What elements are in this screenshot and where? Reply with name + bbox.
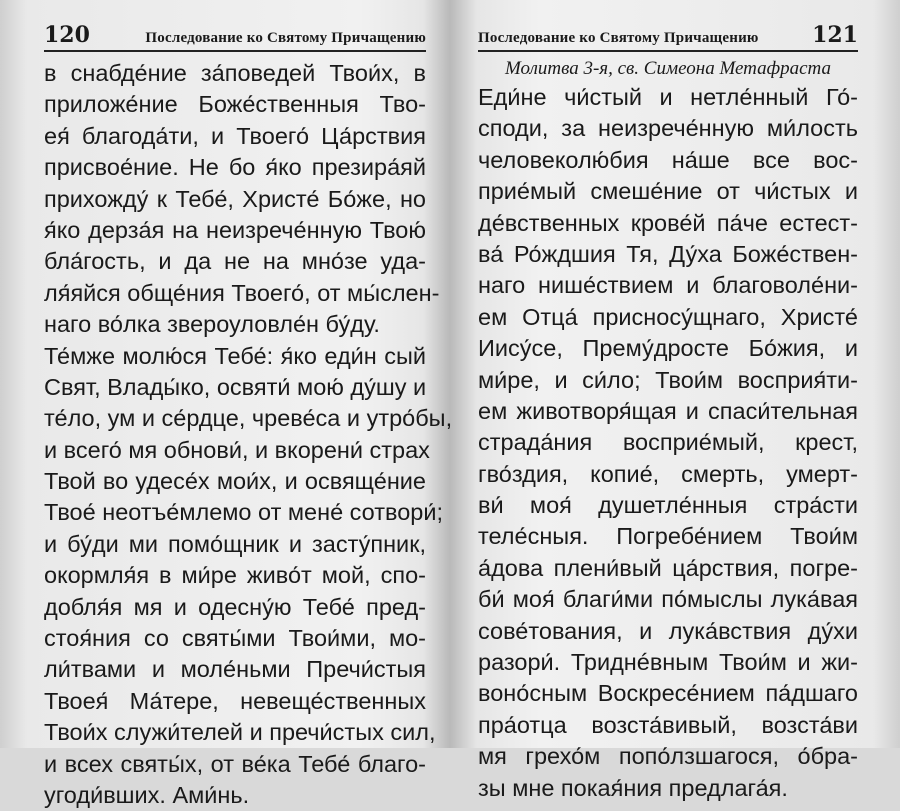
text-line: ем Отца́ присносу́щнаго, Христе́ [478, 303, 858, 330]
text-line: де́вственных крове́й па́че естест- [478, 209, 858, 236]
text-line: а́дова плени́вый ца́рствия, погре- [478, 554, 858, 581]
text-line: сове́тования, и лука́вствия ду́хи [478, 617, 858, 644]
text-line: ея́ благода́ти, и Твоего́ Ца́рствия [44, 122, 426, 149]
text-line: Свят, Влады́ко, освяти́ мою́ ду́шу и [44, 373, 427, 400]
text-line: приложе́ние Боже́ственныя Тво- [44, 91, 426, 118]
text-line: Твои́х служи́телей и пречи́стых сил, [44, 719, 436, 746]
left-page-number: 120 [44, 22, 90, 48]
right-page [450, 0, 900, 801]
text-line: и бу́ди ми помо́щник и засту́пник, [44, 530, 426, 557]
text-line: прихожду́ к Тебе́, Христе́ Бо́же, но [44, 185, 426, 212]
right-page-body [478, 82, 858, 804]
text-line: ли́твами и моле́ньми Пречи́стыя [44, 656, 426, 683]
text-line: теле́сныя. Погребе́нием Твои́м [478, 523, 858, 550]
text-line: Твой во удесе́х мои́х, и освяще́ние [44, 468, 426, 495]
text-line: ми́ре, и си́ло; Твои́м восприя́ти- [478, 366, 858, 393]
text-line: присвое́ние. Не бо я́ко презира́яй [44, 154, 426, 181]
text-line: воно́сным Воскресе́нием па́дшаго [478, 680, 858, 707]
text-line: добля́я мя и одесну́ю Тебе́ пред- [44, 593, 426, 620]
left-page-body [44, 58, 453, 811]
text-line: разори́. Триднéвным Твои́м и жи- [478, 649, 858, 676]
text-line: мя грехо́м попо́лзшагося, о́бра- [478, 743, 858, 770]
text-line: прие́мый смеше́ние от чи́стых и [478, 178, 858, 205]
text-line: ем животворя́щая и спаси́тельная [478, 397, 858, 424]
text-line: гво́здия, копие́, смерть, умерт- [478, 460, 858, 487]
text-line: пра́отца возста́вивый, возста́ви [478, 711, 858, 738]
text-line: Иису́се, Прему́дросте Бо́жия, и [478, 335, 858, 362]
prayer-title: Молитва 3-я, св. Симеона Метафраста [504, 58, 832, 79]
text-line: человеколю́бия на́ше все вос- [478, 146, 858, 173]
text-line: Твое́ неотъе́млемо от мене́ сотвори́; [44, 499, 444, 526]
text-line: страда́ния восприе́мый, крест, [478, 429, 858, 456]
text-line: стоя́ния со святы́ми Твои́ми, мо- [44, 625, 426, 652]
text-line: окормля́я в ми́ре живо́т мой, спо- [44, 562, 426, 589]
text-line: ви́ моя́ душетле́нныя стра́сти [478, 492, 858, 519]
text-line: те́ло, ум и се́рдце, чреве́са и утро́бы, [44, 405, 453, 432]
text-line: угоди́вших. Ами́нь. [44, 781, 250, 808]
left-running-title: Последование ко Святому Причащению [145, 30, 426, 46]
text-line: споди, за неизрече́нную ми́лость [478, 115, 858, 142]
text-line: в снабде́ние за́поведей Твои́х, в [44, 60, 426, 86]
right-page-number: 121 [812, 22, 858, 48]
text-line: Твоея́ Ма́тере, невеще́ственных [44, 687, 426, 714]
text-line: наго во́лка звероуловле́н бу́ду. [44, 311, 380, 338]
text-line: би́ моя́ благи́ми по́мыслы лука́вая [478, 586, 858, 613]
text-line: я́ко дерза́я на неизрече́нную Твою́ [44, 216, 426, 243]
right-running-title: Последование ко Святому Причащению [478, 30, 759, 46]
text-line: Те́мже молю́ся Тебе́: я́ко еди́н сый [44, 342, 426, 369]
text-line: и всех святы́х, от ве́ка Тебе́ благо- [44, 750, 426, 777]
right-page-header [478, 22, 858, 52]
text-line: и всего́ мя обнови́, и вкорени́ страх [44, 436, 430, 463]
text-line: бла́гость, и да не на мно́зе уда- [44, 248, 426, 275]
left-page-header [44, 22, 426, 52]
text-line: ва́ Ро́ждшия Тя, Ду́ха Боже́ствен- [478, 240, 858, 267]
text-line: наго нише́ствием и благоволе́ни- [478, 272, 858, 299]
text-line: ля́яйся обще́ния Твоего́, от мы́слен- [44, 279, 440, 306]
text-line: зы мне покая́ния предлага́я. [478, 774, 788, 801]
text-line: Еди́не чи́стый и нетле́нный Го́- [478, 84, 858, 110]
